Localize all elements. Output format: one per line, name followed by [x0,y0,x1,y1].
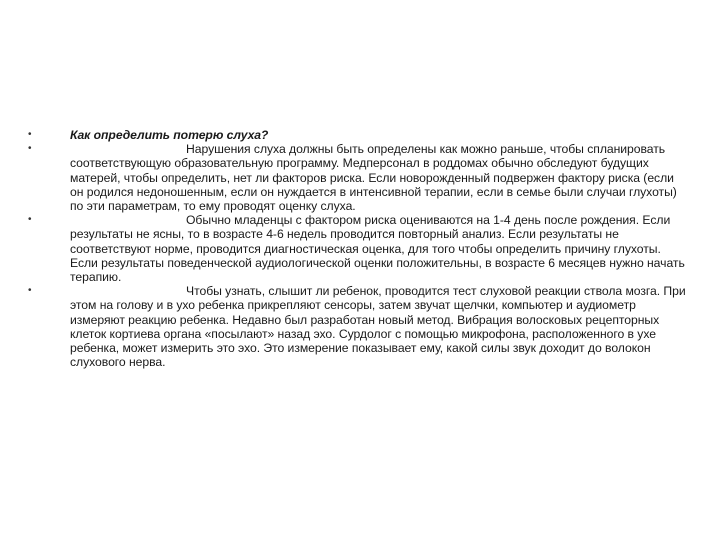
list-item [28,213,688,284]
paragraph-text [70,142,688,213]
paragraph-body: Нарушения слуха должны быть определены как можно раньше, чтобы спланировать соответствующую образовательную программу. Медперсонал в роддомах обычно обследуют будущих матерей, чтобы определить, нет ли факторов риска. Если новорожденный подвержен фактору риска (если он родился недоношенным, если он нуждается в интенсивной терапии, если в семье были случаи глухоты) по эти параметрам, то ему проводят оценку слуха. [70,142,677,214]
section-heading: Как определить потерю слуха? [70,128,269,142]
paragraph-text [70,284,688,369]
bullet-list [28,128,688,369]
list-item [28,142,688,213]
bullet-icon: • [28,214,32,226]
paragraph-text [70,213,688,284]
bullet-icon: • [28,285,32,297]
paragraph-body: Обычно младенцы с фактором риска оцениваются на 1-4 день после рождения. Если результаты не ясны, то в возрасте 4-6 недель проводится повторный анализ. Если результаты не соответствуют норме, проводится диагностическая оценка, для того чтобы определить причину глухоты. Если результаты поведенческой аудиологической оценки положительны, в возрасте 6 месяцев нужно начать терапию. [70,213,685,285]
list-item [28,284,688,369]
paragraph-body: Чтобы узнать, слышит ли ребенок, проводится тест слуховой реакции ствола мозга. При этом на голову и в ухо ребенка прикрепляют сенсоры, затем звучат щелчки, компьютер и аудиометр измеряют реакцию ребенка. Недавно был разработан новый метод. Вибрация волосковых рецепторных клеток кортиева органа «посылают» назад эхо. Сурдолог с помощью микрофона, расположенного в ухе ребенка, может измерить это эхо. Это измерение показывает ему, какой силы звук доходит до волокон слухового нерва. [70,284,686,370]
bullet-icon: • [28,129,32,140]
list-item [28,128,688,142]
bullet-icon: • [28,143,32,155]
